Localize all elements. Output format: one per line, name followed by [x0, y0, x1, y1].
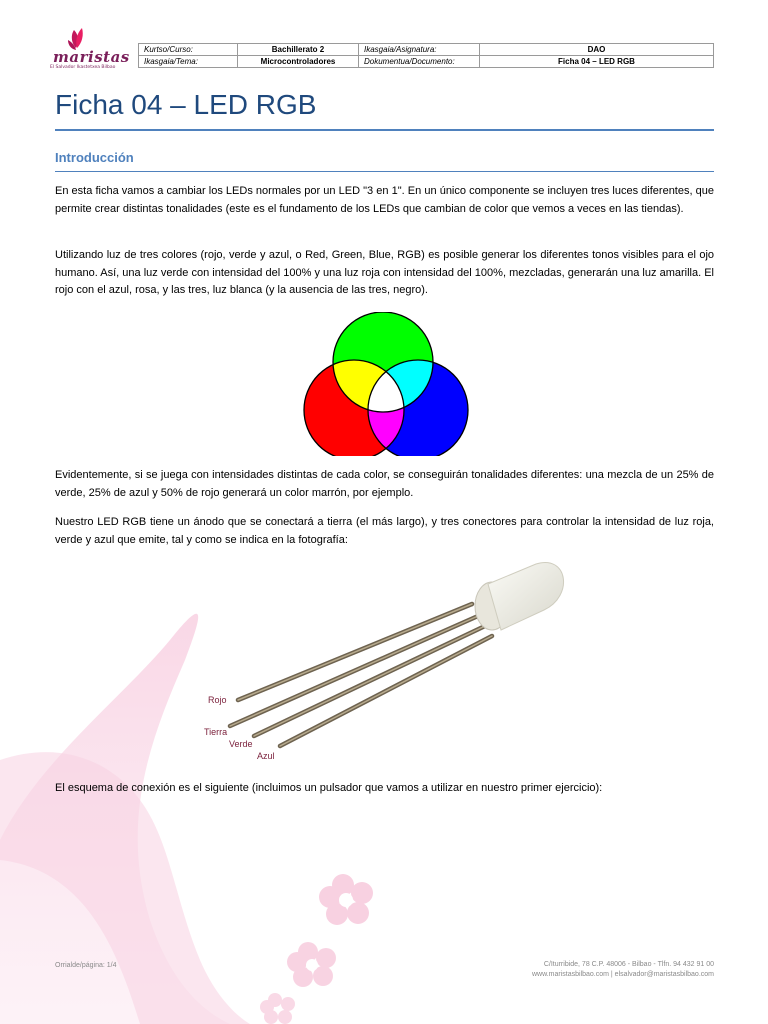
- rgb-venn-diagram: [302, 312, 472, 456]
- title-divider: [55, 129, 714, 131]
- page-number: Orrialde/página: 1/4: [55, 962, 117, 969]
- paragraph-rgb: Utilizando luz de tres colores (rojo, verde y azul, o Red, Green, Blue, RGB) es posible generar los diferentes tonos visibles para el ojo humano. Así, una luz verde con intensidad del 100% y una luz roja con intensidad del 100%, mezcladas, generarán una luz amarilla. El rojo con el azul, rosa, y las tres, luz blanca (y la ausencia de las tres, negro).: [55, 249, 714, 296]
- header-row: [139, 44, 714, 56]
- document-label: Dokumentua/Documento:: [359, 56, 480, 68]
- section-heading: Introducción: [55, 150, 134, 165]
- topic-value: Microcontroladores: [238, 56, 359, 68]
- footer-contact: [532, 960, 714, 980]
- label-rojo: Rojo: [208, 695, 227, 705]
- footer-address: C/Iturribide, 78 C.P. 48006 - Bilbao - Tlfn. 94 432 91 00: [543, 961, 714, 968]
- logo-subtitle: El Salvador Ikastetxea Bilbao: [50, 65, 116, 70]
- paragraph-scheme: El esquema de conexión es el siguiente (incluimos un pulsador que vamos a utilizar en nuestro primer ejercicio):: [55, 782, 603, 794]
- label-verde: Verde: [229, 739, 253, 749]
- subject-label: Ikasgaia/Asignatura:: [359, 44, 480, 56]
- course-value: Bachillerato 2: [238, 44, 359, 56]
- document-value: Ficha 04 – LED RGB: [480, 56, 714, 68]
- label-azul: Azul: [257, 751, 275, 761]
- header-table: [138, 43, 714, 68]
- course-label: Kurtso/Curso:: [139, 44, 238, 56]
- paragraph-led: Nuestro LED RGB tiene un ánodo que se conectará a tierra (el más largo), y tres conectores para controlar la intensidad de luz roja, verde y azul que emite, tal y como se indica en la fotografía:: [55, 516, 714, 546]
- topic-label: Ikasgaia/Tema:: [139, 56, 238, 68]
- paragraph-mixing: Evidentemente, si se juega con intensidades distintas de cada color, se conseguirán tonalidades diferentes: una mezcla de un 25% de verde, 25% de azul y 50% de rojo generará un color marrón, por ejemplo.: [55, 469, 714, 499]
- paragraph-intro: En esta ficha vamos a cambiar los LEDs normales por un LED "3 en 1". En un único componente se incluyen tres luces diferentes, que permite crear distintas tonalidades (este es el fundamento de los LEDs que cambian de color que vemos a veces en las tiendas).: [55, 185, 714, 215]
- section-divider: [55, 171, 714, 172]
- footer-web: www.maristasbilbao.com | elsalvador@maristasbilbao.com: [531, 971, 714, 978]
- page-title: Ficha 04 – LED RGB: [55, 89, 317, 120]
- subject-value: DAO: [480, 44, 714, 56]
- label-tierra: Tierra: [204, 727, 228, 737]
- logo-text: maristas: [53, 48, 130, 66]
- flower-icon: [319, 874, 373, 925]
- header-row: [139, 56, 714, 68]
- rgb-led-photo: [196, 556, 576, 766]
